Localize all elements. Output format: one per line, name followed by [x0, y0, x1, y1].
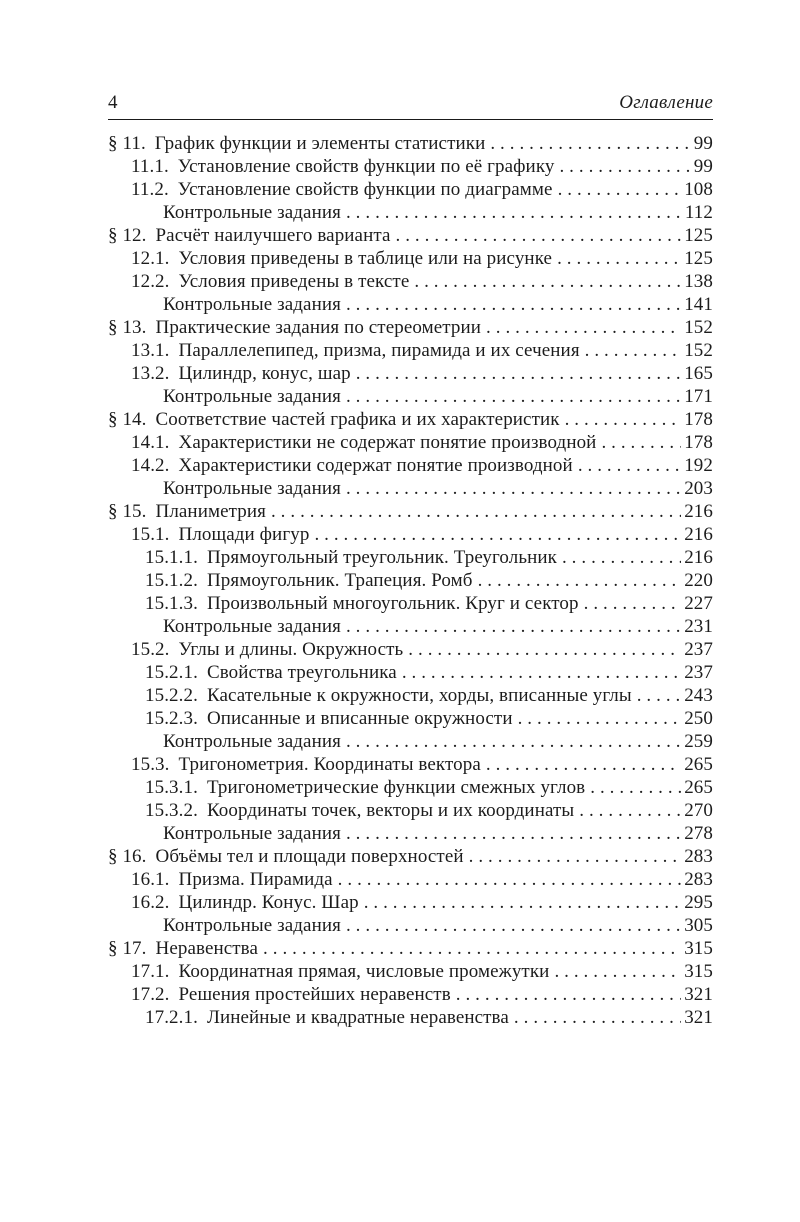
entry-number: § 17. [108, 938, 147, 959]
dot-leader [402, 661, 681, 684]
toc-entry [108, 431, 713, 454]
entry-number: 15.3. [131, 754, 170, 775]
dot-leader [469, 845, 682, 868]
toc-entry [108, 615, 713, 638]
dot-leader [559, 155, 690, 178]
entry-title: Объёмы тел и площади поверхностей [155, 846, 464, 867]
toc-entry [108, 937, 713, 960]
toc-entry [108, 684, 713, 707]
entry-title: Контрольные задания [163, 202, 341, 223]
toc-entry [108, 546, 713, 569]
dot-leader [557, 247, 681, 270]
entry-number: 11.1. [131, 156, 169, 177]
entry-number: 15.1.2. [145, 570, 198, 591]
dot-leader [263, 937, 681, 960]
dot-leader [364, 891, 681, 914]
toc-entry [108, 638, 713, 661]
entry-title: Контрольные задания [163, 616, 341, 637]
toc-entry [108, 983, 713, 1006]
toc-entry [108, 753, 713, 776]
dot-leader [558, 178, 682, 201]
dot-leader [396, 224, 682, 247]
entry-page-number: 259 [684, 731, 713, 752]
entry-page-number: 250 [684, 708, 713, 729]
entry-page-number: 152 [684, 340, 713, 361]
toc-entry [108, 385, 713, 408]
dot-leader [414, 270, 681, 293]
dot-leader [486, 753, 681, 776]
toc-entry [108, 730, 713, 753]
entry-title: Условия приведены в тексте [178, 271, 410, 292]
toc-entry [108, 707, 713, 730]
dot-leader [584, 592, 682, 615]
entry-title: Прямоугольный треугольник. Треугольник [206, 547, 557, 568]
entry-title: Контрольные задания [163, 294, 341, 315]
entry-page-number: 315 [684, 961, 713, 982]
entry-number: § 13. [108, 317, 147, 338]
dot-leader [514, 1006, 681, 1029]
entry-page-number: 321 [684, 984, 713, 1005]
entry-page-number: 231 [684, 616, 713, 637]
entry-title: Площади фигур [178, 524, 310, 545]
entry-title: Контрольные задания [163, 915, 341, 936]
entry-page-number: 283 [684, 846, 713, 867]
entry-title: Прямоугольник. Трапеция. Ромб [206, 570, 473, 591]
dot-leader [490, 132, 690, 155]
dot-leader [408, 638, 681, 661]
toc-entry [108, 362, 713, 385]
toc-entry [108, 247, 713, 270]
entry-page-number: 315 [684, 938, 713, 959]
toc-entry [108, 914, 713, 937]
entry-page-number: 141 [684, 294, 713, 315]
entry-title: Контрольные задания [163, 386, 341, 407]
entry-title: Призма. Пирамида [178, 869, 333, 890]
toc-entry [108, 523, 713, 546]
dot-leader [554, 960, 681, 983]
entry-page-number: 112 [684, 202, 713, 223]
running-head: Оглавление [619, 92, 713, 113]
entry-number: 15.1.1. [145, 547, 198, 568]
entry-number: 15.2.3. [145, 708, 198, 729]
dot-leader [601, 431, 681, 454]
dot-leader [346, 477, 681, 500]
entry-page-number: 305 [684, 915, 713, 936]
toc-entry [108, 1006, 713, 1029]
entry-title: График функции и элементы статистики [154, 133, 486, 154]
entry-title: Характеристики не содержат понятие производной [178, 432, 597, 453]
entry-page-number: 138 [684, 271, 713, 292]
entry-title: Контрольные задания [163, 823, 341, 844]
dot-leader [346, 914, 681, 937]
entry-page-number: 171 [684, 386, 713, 407]
entry-title: Цилиндр, конус, шар [178, 363, 351, 384]
toc-entry [108, 661, 713, 684]
entry-page-number: 178 [684, 409, 713, 430]
entry-number: 15.2.2. [145, 685, 198, 706]
entry-title: Условия приведены в таблице или на рисунке [178, 248, 553, 269]
entry-number: § 14. [108, 409, 147, 430]
entry-number: 16.1. [131, 869, 170, 890]
entry-page-number: 265 [684, 777, 713, 798]
dot-leader [562, 546, 681, 569]
dot-leader [346, 822, 681, 845]
toc-entry [108, 224, 713, 247]
toc-entry [108, 799, 713, 822]
entry-number: § 11. [108, 133, 146, 154]
toc-entry [108, 845, 713, 868]
toc-entry [108, 454, 713, 477]
entry-page-number: 203 [684, 478, 713, 499]
entry-page-number: 295 [684, 892, 713, 913]
toc-entry [108, 155, 713, 178]
entry-page-number: 278 [684, 823, 713, 844]
entry-page-number: 216 [684, 547, 713, 568]
entry-title: Решения простейших неравенств [178, 984, 451, 1005]
entry-page-number: 237 [684, 662, 713, 683]
entry-page-number: 125 [684, 225, 713, 246]
entry-page-number: 265 [684, 754, 713, 775]
entry-number: 13.2. [131, 363, 170, 384]
dot-leader [346, 201, 682, 224]
entry-number: 15.1. [131, 524, 170, 545]
entry-title: Характеристики содержат понятие производной [178, 455, 573, 476]
dot-leader [518, 707, 682, 730]
toc-entry [108, 500, 713, 523]
dot-leader [590, 776, 681, 799]
entry-number: 12.2. [131, 271, 170, 292]
toc-entry [108, 960, 713, 983]
entry-number: 17.1. [131, 961, 170, 982]
entry-title: Установление свойств функции по диаграмме [177, 179, 553, 200]
entry-title: Контрольные задания [163, 731, 341, 752]
entry-title: Тригонометрия. Координаты вектора [178, 754, 481, 775]
toc-entry [108, 822, 713, 845]
dot-leader [578, 454, 681, 477]
entry-number: 12.1. [131, 248, 170, 269]
entry-title: Контрольные задания [163, 478, 341, 499]
dot-leader [338, 868, 682, 891]
entry-number: 14.2. [131, 455, 170, 476]
entry-title: Произвольный многоугольник. Круг и сектор [206, 593, 579, 614]
dot-leader [456, 983, 681, 1006]
toc-entry [108, 293, 713, 316]
entry-page-number: 152 [684, 317, 713, 338]
entry-number: 17.2.1. [145, 1007, 198, 1028]
entry-number: 13.1. [131, 340, 170, 361]
entry-number: § 15. [108, 501, 147, 522]
dot-leader [356, 362, 681, 385]
dot-leader [271, 500, 681, 523]
entry-title: Практические задания по стереометрии [155, 317, 482, 338]
entry-number: 15.3.1. [145, 777, 198, 798]
dot-leader [346, 615, 681, 638]
dot-leader [346, 385, 681, 408]
toc-entry [108, 592, 713, 615]
entry-title: Линейные и квадратные неравенства [206, 1007, 509, 1028]
toc-entry [108, 339, 713, 362]
book-page [108, 92, 713, 1029]
entry-number: 11.2. [131, 179, 169, 200]
toc-entry [108, 270, 713, 293]
toc-entry [108, 178, 713, 201]
entry-page-number: 321 [684, 1007, 713, 1028]
entry-number: 15.1.3. [145, 593, 198, 614]
entry-page-number: 237 [684, 639, 713, 660]
entry-page-number: 216 [684, 501, 713, 522]
toc-entry [108, 868, 713, 891]
entry-page-number: 125 [684, 248, 713, 269]
entry-number: 15.2.1. [145, 662, 198, 683]
toc-entry [108, 776, 713, 799]
toc-list [108, 132, 713, 1029]
entry-page-number: 227 [684, 593, 713, 614]
dot-leader [585, 339, 682, 362]
entry-title: Установление свойств функции по её графику [177, 156, 555, 177]
entry-title: Расчёт наилучшего варианта [155, 225, 391, 246]
page-number: 4 [108, 92, 118, 113]
entry-number: 15.2. [131, 639, 170, 660]
entry-title: Планиметрия [155, 501, 266, 522]
entry-title: Координаты точек, векторы и их координаты [206, 800, 575, 821]
entry-page-number: 108 [684, 179, 713, 200]
entry-title: Неравенства [155, 938, 259, 959]
toc-entry [108, 477, 713, 500]
dot-leader [579, 799, 681, 822]
toc-entry [108, 201, 713, 224]
entry-page-number: 99 [693, 156, 713, 177]
entry-number: 16.2. [131, 892, 170, 913]
entry-number: § 12. [108, 225, 147, 246]
entry-title: Тригонометрические функции смежных углов [206, 777, 586, 798]
entry-page-number: 243 [684, 685, 713, 706]
toc-entry [108, 316, 713, 339]
entry-page-number: 165 [684, 363, 713, 384]
toc-entry [108, 408, 713, 431]
entry-title: Цилиндр. Конус. Шар [178, 892, 359, 913]
entry-page-number: 283 [684, 869, 713, 890]
entry-title: Свойства треугольника [206, 662, 397, 683]
dot-leader [565, 408, 682, 431]
entry-number: § 16. [108, 846, 147, 867]
entry-title: Соответствие частей графика и их характеристик [155, 409, 560, 430]
dot-leader [486, 316, 681, 339]
entry-page-number: 178 [684, 432, 713, 453]
entry-number: 14.1. [131, 432, 170, 453]
toc-entry [108, 132, 713, 155]
dot-leader [346, 730, 681, 753]
dot-leader [637, 684, 681, 707]
entry-title: Описанные и вписанные окружности [206, 708, 513, 729]
entry-page-number: 99 [693, 133, 713, 154]
entry-title: Координатная прямая, числовые промежутки [178, 961, 550, 982]
entry-number: 15.3.2. [145, 800, 198, 821]
entry-title: Углы и длины. Окружность [178, 639, 404, 660]
entry-page-number: 192 [684, 455, 713, 476]
page-header [108, 92, 713, 120]
toc-entry [108, 569, 713, 592]
entry-page-number: 216 [684, 524, 713, 545]
dot-leader [478, 569, 682, 592]
entry-title: Касательные к окружности, хорды, вписанные углы [206, 685, 632, 706]
entry-page-number: 270 [684, 800, 713, 821]
entry-title: Параллелепипед, призма, пирамида и их сечения [178, 340, 580, 361]
entry-number: 17.2. [131, 984, 170, 1005]
dot-leader [346, 293, 681, 316]
entry-page-number: 220 [684, 570, 713, 591]
dot-leader [314, 523, 681, 546]
toc-entry [108, 891, 713, 914]
